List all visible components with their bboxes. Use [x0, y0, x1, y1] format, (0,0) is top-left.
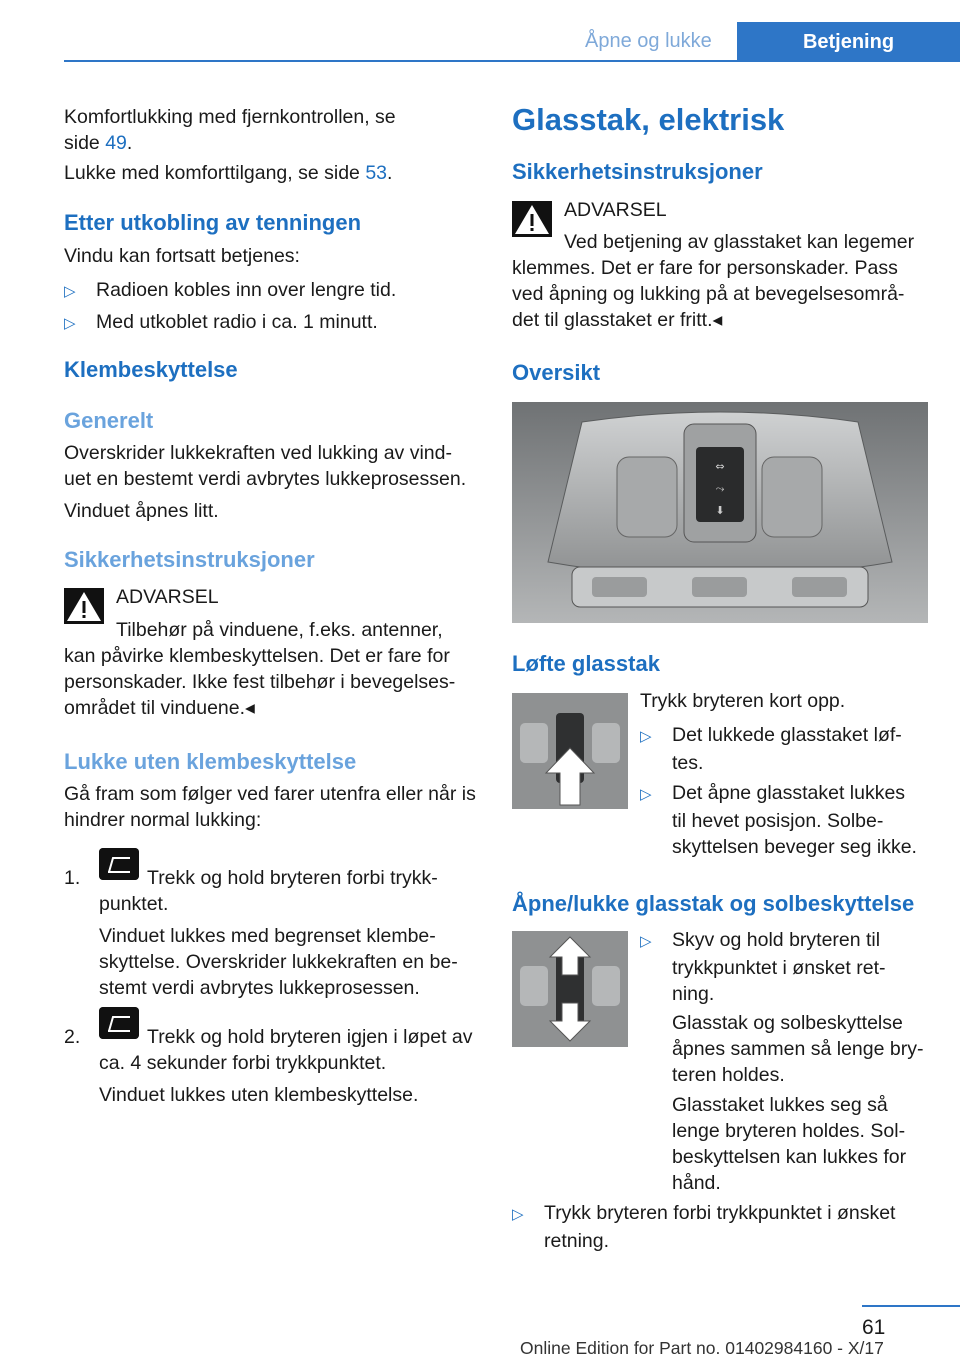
text: side: [64, 132, 106, 154]
text: .: [126, 132, 133, 154]
heading-lofte: Løfte glasstak: [512, 651, 660, 676]
step-number: 1.: [64, 867, 81, 889]
heading-generelt: Generelt: [64, 408, 154, 433]
list-item: [640, 780, 917, 860]
text: Trykk bryteren forbi trykkpunktet i ønsket: [544, 1202, 896, 1224]
list-item: [640, 927, 885, 1007]
text: punktet.: [99, 893, 169, 915]
text: til hevet posisjon. Solbe-: [672, 810, 884, 832]
apne-paragraph-2: [672, 1092, 906, 1196]
text: skyttelsen beveger seg ikke.: [672, 836, 917, 858]
text: tes.: [672, 752, 704, 774]
page-link-53[interactable]: 53: [365, 162, 388, 184]
lofte-intro: Trykk bryteren kort opp.: [640, 690, 846, 712]
svg-text:⤳: ⤳: [715, 482, 725, 495]
heading-lukke-uten: Lukke uten klembeskyttelse: [64, 749, 357, 774]
list-item: [640, 722, 902, 776]
footer-rule: [862, 1305, 960, 1307]
text: personskader. Ikke fest tilbehør i bevegelses-: [64, 671, 456, 693]
text: uet en bestemt verdi avbrytes lukkeprosessen.: [64, 468, 467, 490]
heading-klembeskyttelse: Klembeskyttelse: [64, 357, 238, 382]
text: trykkpunktet i ønsket ret-: [672, 957, 886, 979]
list-item-text: Radioen kobles inn over lengre tid.: [96, 279, 397, 301]
text: beskyttelsen kan lukkes for: [672, 1146, 907, 1168]
text: kan påvirke klembeskyttelsen. Det er fare for: [64, 645, 450, 667]
text: Ved betjening av glasstaket kan legemer: [564, 231, 915, 253]
text: åpnes sammen så lenge bry-: [672, 1038, 924, 1060]
text: stemt verdi avbrytes lukkeprosessen.: [99, 977, 420, 999]
text: Trekk og hold bryteren forbi trykk-: [147, 867, 438, 889]
text: Glasstaket lukkes seg så: [672, 1094, 888, 1116]
page-link-49[interactable]: 49: [105, 132, 127, 154]
switch-up-photo: [512, 693, 628, 809]
heading-apne-lukke: Åpne/lukke glasstak og solbeskyttelse: [512, 891, 915, 916]
text: hindrer normal lukking:: [64, 809, 262, 831]
step-2-result: Vinduet lukkes uten klembeskyttelse.: [99, 1084, 419, 1106]
svg-text:⇔: ⇔: [715, 460, 725, 473]
text: ved åpning og lukking på at bevegelsesområ-: [512, 283, 905, 305]
switch-slide-photo: [512, 931, 628, 1047]
text: Overskrider lukkekraften ved lukking av vind-: [64, 442, 452, 464]
list-item: [64, 309, 378, 337]
text: Lukke med komforttilgang, se side: [64, 162, 366, 184]
text: Skyv og hold bryteren til: [672, 929, 881, 951]
text: .: [387, 162, 393, 184]
paragraph-komforttilgang: [64, 160, 392, 186]
step-number: 2.: [64, 1026, 81, 1048]
warning-text: [512, 229, 914, 333]
text: Det lukkede glasstaket løf-: [672, 724, 902, 746]
paragraph-generelt: [64, 440, 466, 492]
list-item-text: Med utkoblet radio i ca. 1 minutt.: [96, 311, 378, 333]
list-item: [512, 1200, 895, 1254]
text: skyttelse. Overskrider lukkekraften en be-: [99, 951, 458, 973]
section-title: Glasstak, elektrisk: [512, 102, 785, 137]
text: klemmes. Det er fare for personskader. Pass: [512, 257, 898, 279]
text: teren holdes.: [672, 1064, 785, 1086]
paragraph-vindu: Vindu kan fortsatt betjenes:: [64, 245, 300, 267]
bullet-triangle-icon: ▷: [640, 786, 652, 803]
paragraph-vinduet: Vinduet åpnes litt.: [64, 500, 219, 522]
text: Gå fram som følger ved farer utenfra eller når is: [64, 783, 476, 805]
bullet-triangle-icon: ▷: [640, 728, 652, 745]
text: ning.: [672, 983, 715, 1005]
step-1-text: [99, 865, 438, 917]
warning-title: ADVARSEL: [564, 199, 667, 221]
footer-edition: Online Edition for Part no. 01402984160 - X/17: [520, 1338, 884, 1358]
heading-sikkerhet-left: Sikkerhetsinstruksjoner: [64, 547, 315, 572]
bullet-triangle-icon: ▷: [64, 315, 76, 332]
bullet-triangle-icon: ▷: [64, 283, 76, 300]
text: det til glasstaket er fritt.◂: [512, 309, 723, 331]
text: Vinduet lukkes med begrenset klembe-: [99, 925, 436, 947]
text: Trekk og hold bryteren igjen i løpet av: [147, 1026, 473, 1048]
apne-paragraph-1: [672, 1010, 923, 1088]
list-item: [64, 277, 396, 305]
header-rule: [64, 60, 960, 62]
heading-oversikt: Oversikt: [512, 360, 601, 385]
paragraph-komfort: [64, 104, 396, 156]
text: området til vinduene.◂: [64, 697, 255, 719]
roof-console-photo: [512, 402, 928, 623]
text: hånd.: [672, 1172, 721, 1194]
text: ca. 4 sekunder forbi trykkpunktet.: [99, 1052, 387, 1074]
text: retning.: [544, 1230, 610, 1252]
text: lenge bryteren holdes. Sol-: [672, 1120, 906, 1142]
heading-etter-utkobling: Etter utkobling av tenningen: [64, 210, 362, 235]
text: Komfortlukking med fjernkontrollen, se: [64, 106, 396, 128]
header-chapter-tab: [737, 22, 960, 62]
text: Det åpne glasstaket lukkes: [672, 782, 906, 804]
warning-title: ADVARSEL: [116, 586, 219, 608]
step-2-text: [99, 1024, 473, 1076]
page-number: 61: [862, 1316, 886, 1339]
svg-text:⬇: ⬇: [715, 504, 725, 517]
header-chapter-label: Betjening: [802, 30, 895, 53]
step-1-result: [99, 923, 458, 1001]
bullet-triangle-icon: ▷: [512, 1206, 524, 1223]
header-section-tab: Åpne og lukke: [585, 30, 712, 52]
bullet-triangle-icon: ▷: [640, 933, 652, 950]
heading-sikkerhet-right: Sikkerhetsinstruksjoner: [512, 159, 763, 184]
paragraph-lukke: [64, 781, 476, 833]
text: Tilbehør på vinduene, f.eks. antenner,: [116, 619, 443, 641]
text: Glasstak og solbeskyttelse: [672, 1012, 903, 1034]
warning-text: [64, 617, 455, 721]
